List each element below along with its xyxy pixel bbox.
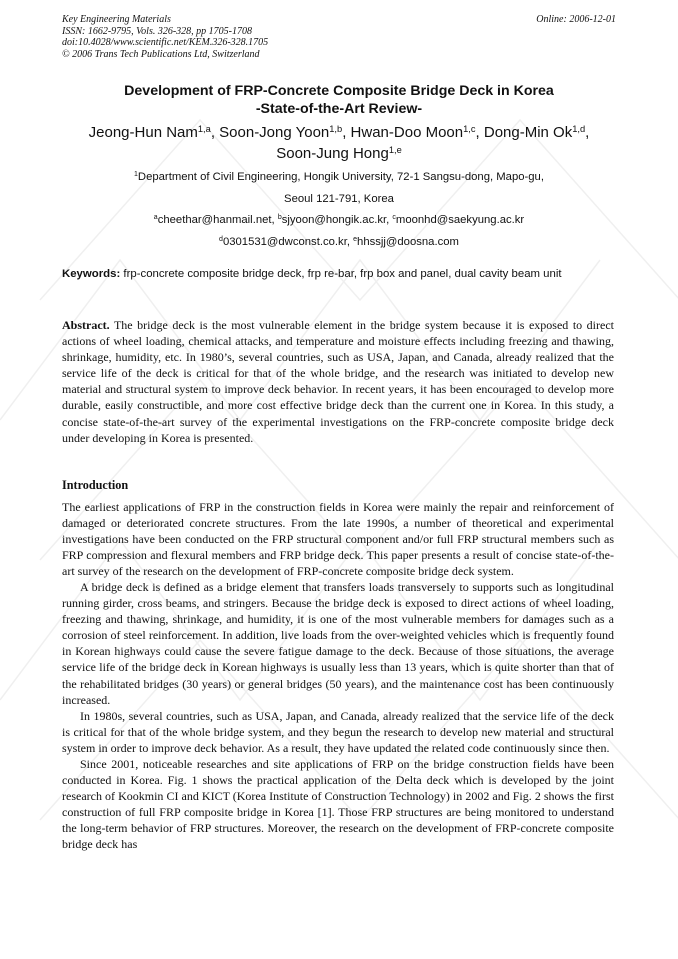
abstract-block (62, 317, 614, 446)
email-link[interactable]: sjyoon@hongik.ac.kr, (281, 214, 390, 226)
author-affil-sup: 1,e (388, 144, 402, 155)
paragraph: A bridge deck is defined as a bridge element that transfers loads transversely to supports such as longitudinal running girder, cross beams, and stringers. Because the bridge deck is exposed to direct actions of wheel loading, freezing and thawing, shrinkage, and humidity, it is one of the most vulnerable members for damages such as a corrosion of steel reinforcement. In addition, live loads from the over-weighted vehicles which is frequently found in Korean highways could cause the severe fatigue damage to the deck. Because of those situations, the average service life of the bridge deck in Korean highways is usually less than 13 years, which is quite shorter than that of the rehabilitated bridges (30 years) or general bridges (50 years), and the maintenance cost has been continuously increased. (62, 580, 614, 707)
email-line-1: $^a$cheethar@hanmail.net, $^b$sjyoon@hongik.ac.kr, $^c$moonhd@saekyung.ac.kr (153, 214, 525, 226)
keywords-label: Keywords: (62, 268, 121, 280)
email-link[interactable]: hhssjj@doosna.com (357, 236, 459, 248)
author-affil-sup: 1,d (572, 123, 586, 134)
journal-header (62, 14, 616, 60)
paragraph: The earliest applications of FRP in the construction fields in Korea were mainly the repair and reinforcement of damaged or deteriorated concrete structures. From the late 1990s, a number of theoretical and experimental investigations have been conducted on the FRP structural component and/or full FRP structural members such as FRP compression and flexural members and FRP bridge deck. This paper presents a result of concise state-of-the-art survey of the research on the development of FRP-concrete composite bridge deck system. (62, 500, 614, 579)
email-line-2: $^d$0301531@dwconst.co.kr, $^e$hhssjj@doosna.com (219, 236, 459, 248)
introduction-body (62, 499, 614, 852)
author-name: Soon-Jong Yoon (219, 124, 330, 141)
email-link[interactable]: cheethar@hanmail.net, (157, 214, 275, 226)
abstract-label: Abstract. (62, 318, 110, 332)
email-link[interactable]: 0301531@dwconst.co.kr, (222, 236, 350, 248)
title-line-1: Development of FRP-Concrete Composite Bridge Deck in Korea (124, 83, 554, 99)
keywords-block (62, 268, 614, 282)
section-heading-introduction: Introduction (62, 478, 129, 492)
affiliation-line-2: Seoul 121-791, Korea (284, 193, 394, 205)
paragraph: In 1980s, several countries, such as USA, Japan, and Canada, already realized that the service life of the deck is critical for that of the whole bridge system, and they begun the research to develop new material and structural system in order to improve deck behavior. As a result, they have updated the related code continuously since then. (62, 708, 614, 755)
author-name: Soon-Jung Hong (276, 145, 389, 162)
online-date: Online: 2006-12-01 (536, 14, 616, 25)
author-affil-sup: 1,a (197, 123, 211, 134)
paper-title (62, 82, 616, 118)
doi-line: doi:10.4028/www.scientific.net/KEM.326-328.1705 (62, 37, 269, 48)
author-name: Jeong-Hun Nam (88, 124, 198, 141)
journal-name: Key Engineering Materials (62, 14, 171, 25)
author-name: Dong-Min Ok (483, 124, 573, 141)
email-link[interactable]: moonhd@saekyung.ac.kr (395, 214, 525, 226)
author-list: Jeong-Hun Nam$^{1,a}$, Soon-Jong Yoon$^{1,b}$, Hwan-Doo Moon$^{1,c}$, Dong-Min Ok$^{1,d}$, Soon-Jung Hong$^{1,e}$ (88, 123, 590, 162)
issn-line: ISSN: 1662-9795, Vols. 326-328, pp 1705-1708 (62, 25, 252, 37)
author-affil-sup: 1,c (463, 123, 476, 134)
author-affil-sup: 1,b (329, 123, 343, 134)
paragraph: Since 2001, noticeable researches and site applications of FRP on the bridge construction fields have been conducted in Korea. Fig. 1 shows the practical application of the Delta deck which is developed by the joint research of Kookmin CI and KICT (Korea Institute of Construction Technology) in 2002 and Fig. 2 shows the first construction of full FRP composite bridge in Korea [1]. Those FRP structures are being monitored to understand the long-term behavior of FRP structures. Moreover, the research on the development of FRP-concrete composite bridge deck has (62, 756, 614, 851)
title-line-2: -State-of-the-Art Review- (255, 101, 423, 117)
affiliation-block (62, 167, 616, 254)
keywords-text: frp-concrete composite bridge deck, frp re-bar, frp box and panel, dual cavity beam unit (123, 268, 562, 280)
author-name: Hwan-Doo Moon (350, 124, 464, 141)
abstract-text: The bridge deck is the most vulnerable element in the bridge system because it is exposed to direct actions of wheel loading, chemical attacks, and temperature and moisture effects including freezing and thawing, shrinkage, humidity, etc. In 1980’s, several countries, such as USA, Japan, and Canada, already realized that the service life of the deck is critical for that of the whole bridge, and the research was initiated to develop new material and structural system to improve deck behavior. In recent years, it has been encouraged to develop more durable, easily constructible, and more cost effective bridge deck than the current one in Korea. In this study, a concise state-of-the-art survey of the experimental investigations on the FRP-concrete composite bridge deck under developing in Korea is presented. (62, 318, 614, 445)
affiliation-line-1: $^1$Department of Civil Engineering, Hongik University, 72-1 Sangsu-dong, Mapo-gu, (134, 171, 544, 183)
copyright-line: © 2006 Trans Tech Publications Ltd, Switzerland (62, 48, 260, 60)
